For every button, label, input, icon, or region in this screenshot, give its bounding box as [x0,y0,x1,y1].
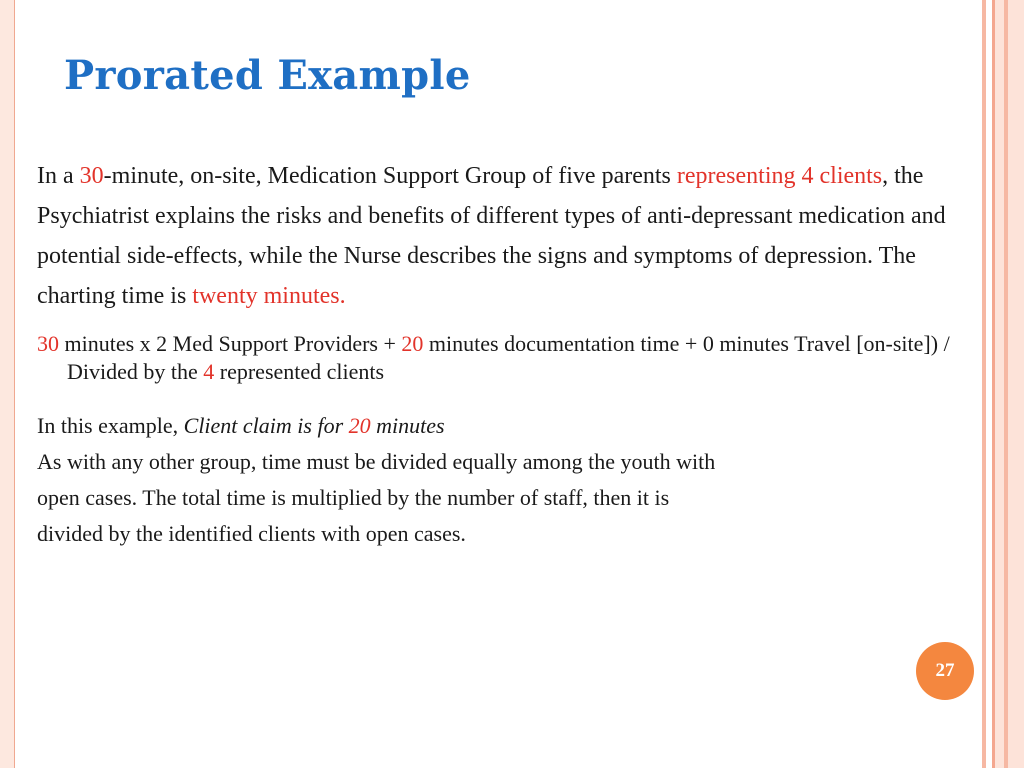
formula-documentation: 20 [401,331,424,356]
scenario-paragraph [37,156,967,316]
example-claim-unit: minutes [370,413,445,438]
scenario-clients: representing 4 clients [676,163,883,189]
example-prefix: In this example, [37,413,184,438]
example-claim-text: Client claim is for [183,413,349,438]
right-border-stripes [974,0,1024,768]
formula-text-1: minutes x 2 Med Support Providers + [59,331,402,356]
scenario-charting-time: twenty minutes. [192,283,346,309]
formula-text-3: represented clients [214,359,385,384]
note-line-1: As with any other group, time must be divided equally among the youth with [37,449,716,474]
example-line [37,408,967,444]
note-line-3: divided by the identified clients with open cases. [37,521,466,546]
formula-text-2: minutes documentation time + 0 minutes Travel [on-site]) / Divided by the [67,331,950,384]
page-number-badge: 27 [916,642,974,700]
example-claim-minutes: 20 [348,413,371,438]
scenario-duration: 30 [79,163,104,189]
formula-minutes: 30 [37,331,59,356]
scenario-text-3: , the Psychiatrist explains the risks and benefits of different types of anti-depressant medication and potential side-effects, while the Nurse describes the signs and symptoms of depression. The charting time is [37,163,946,309]
scenario-text-2: -minute, on-site, Medication Support Group of five parents [103,163,677,189]
formula-clients: 4 [203,359,215,384]
slide-title: Prorated Example [64,52,471,99]
note-line-2: open cases. The total time is multiplied by the number of staff, then it is [37,485,670,510]
left-border [0,0,15,768]
scenario-text-1: In a [37,163,80,189]
conclusion-block [37,408,967,552]
slide-body [37,156,967,552]
formula-paragraph [37,330,967,386]
